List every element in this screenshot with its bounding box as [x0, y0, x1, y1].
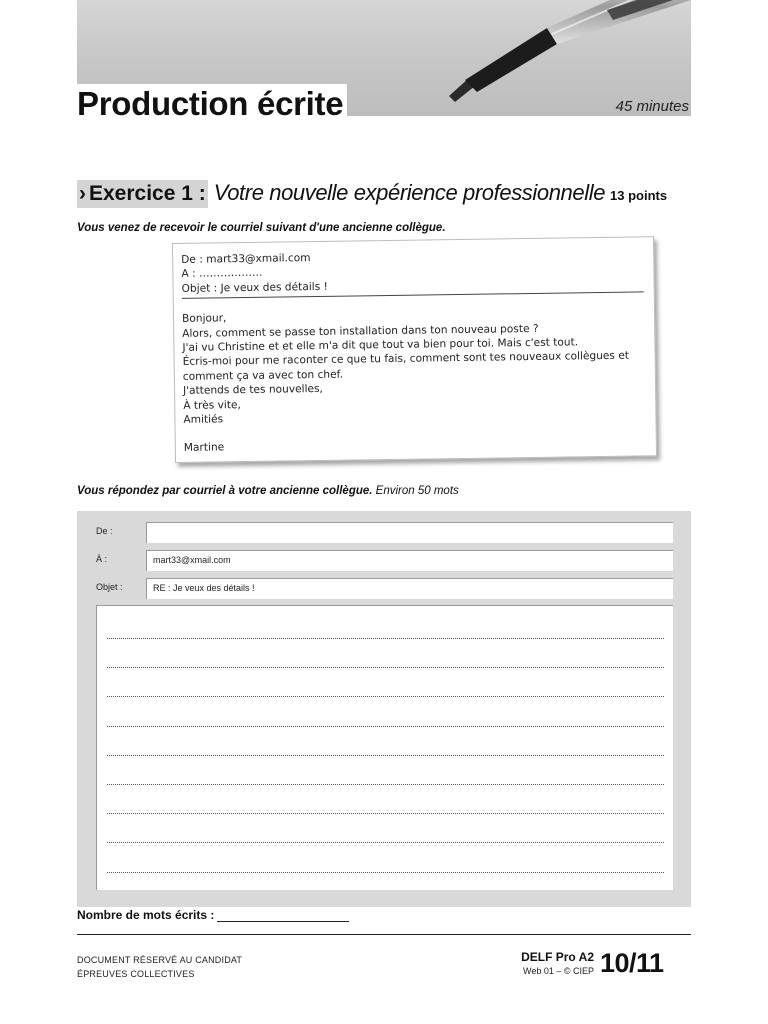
word-count-blank[interactable]	[217, 909, 349, 922]
word-count-row	[77, 908, 349, 922]
writing-line	[107, 667, 664, 668]
page-number: 10/11	[600, 948, 664, 978]
exercise-points: 13 points	[610, 188, 668, 203]
subject-field[interactable]: RE : Je veux des détails !	[146, 578, 673, 599]
message-body-area[interactable]	[96, 605, 673, 890]
writing-line	[107, 784, 664, 785]
email-from-line: De : mart33@xmail.com	[181, 252, 311, 266]
footer-exam-info	[500, 950, 594, 976]
email-body-line: comment ça va avec ton chef.	[182, 368, 344, 383]
from-row	[77, 522, 691, 544]
to-field[interactable]: mart33@xmail.com	[146, 550, 673, 571]
instruction-intro: Vous venez de recevoir le courriel suivant d'une ancienne collègue.	[77, 222, 446, 234]
email-body-line: À très vite,	[183, 398, 241, 412]
received-email-card	[172, 236, 657, 463]
from-field[interactable]	[146, 522, 673, 543]
footer-collective-note: ÉPREUVES COLLECTIVES	[77, 969, 195, 979]
writing-line	[107, 755, 664, 756]
writing-line	[107, 726, 664, 727]
email-body-line: Amitiés	[183, 413, 224, 426]
exercise-title: Votre nouvelle expérience professionnelle	[213, 180, 606, 205]
email-body-line: Alors, comment se passe ton installation dans ton nouveau poste ?	[182, 322, 539, 340]
exercise-number-tag	[77, 180, 208, 208]
instruction-reply	[77, 485, 459, 497]
footer-divider	[77, 934, 691, 935]
to-row	[77, 550, 691, 572]
email-to-line: A : ………………	[181, 267, 263, 281]
email-body-line: J'ai vu Christine et et elle m'a dit que tout va bien pour toi. Mais c'est tout.	[182, 336, 579, 354]
to-label: À :	[96, 554, 108, 564]
subject-row	[77, 578, 691, 600]
writing-line	[107, 872, 664, 873]
writing-line	[107, 813, 664, 814]
subject-label: Objet :	[96, 582, 123, 592]
email-body-line: Bonjour,	[181, 312, 227, 326]
chevron-right-icon: ›	[79, 182, 86, 205]
exercise-heading	[77, 180, 691, 208]
instruction-reply-hint: Environ 50 mots	[375, 485, 459, 497]
instruction-reply-main: Vous répondez par courriel à votre ancienne collègue.	[77, 485, 373, 497]
exam-reference: Web 01 – © CIEP	[523, 966, 594, 976]
email-signature: Martine	[183, 441, 225, 455]
writing-line	[107, 638, 664, 639]
reply-email-form	[77, 511, 691, 907]
footer-candidate-note: DOCUMENT RÉSERVÉ AU CANDIDAT	[77, 955, 243, 965]
email-subject-line: Objet : Je veux des détails !	[181, 280, 328, 295]
page-title: Production écrite	[77, 84, 347, 120]
footer-left	[77, 953, 242, 981]
from-label: De :	[96, 526, 113, 536]
word-count-label: Nombre de mots écrits :	[77, 908, 215, 922]
exercise-number: Exercice 1 :	[89, 182, 206, 205]
writing-line	[107, 842, 664, 843]
writing-line	[107, 696, 664, 697]
exam-name: DELF Pro A2	[521, 950, 594, 964]
duration-label: 45 minutes	[615, 98, 689, 115]
email-body-line: J'attends de tes nouvelles,	[182, 383, 323, 398]
email-body-line: Écris-moi pour me raconter ce que tu fais, comment sont tes nouveaux collègues et	[182, 350, 630, 369]
